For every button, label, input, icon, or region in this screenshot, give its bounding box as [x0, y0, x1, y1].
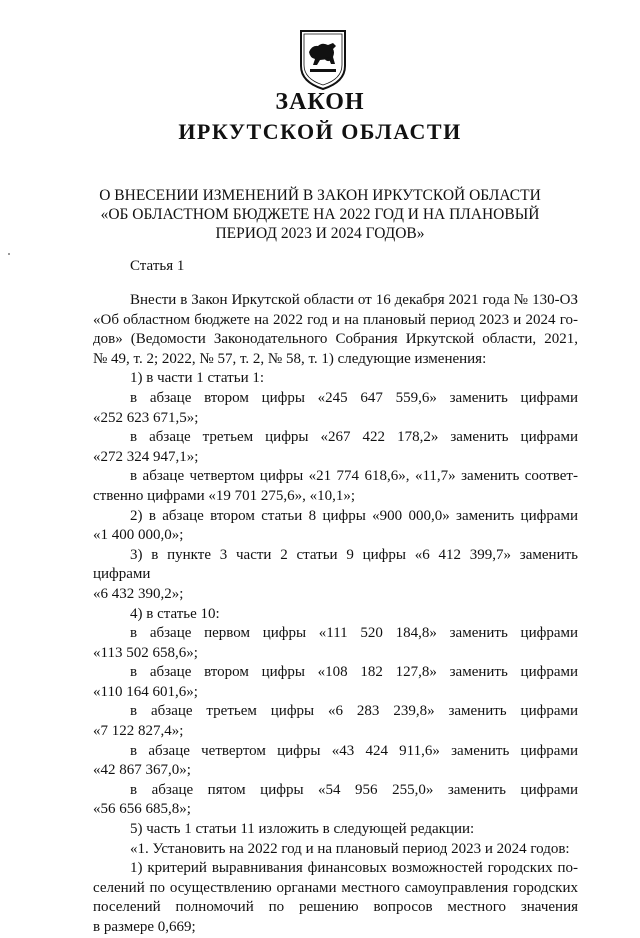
- list-item: 4) в статье 10:: [130, 605, 220, 622]
- list-item: в абзаце втором цифры «108 182 127,8» заменить цифрами: [130, 664, 578, 681]
- quoted-line: селений по осуществлению органами местного самоуправления городских: [93, 879, 578, 896]
- paragraph-line: Внести в Закон Иркутской области от 16 декабря 2021 года № 130-ОЗ: [130, 292, 578, 308]
- list-item: «272 324 947,1»;: [93, 448, 199, 465]
- subtitle-line: «ОБ ОБЛАСТНОМ БЮДЖЕТЕ НА 2022 ГОД И НА ПЛАНОВЫЙ: [100, 206, 540, 223]
- quoted-line: в размере 0,669;: [93, 919, 196, 935]
- list-item: в абзаце третьем цифры «6 283 239,8» заменить цифрами: [130, 703, 578, 720]
- paragraph-line: «Об областном бюджете на 2022 год и на плановый период 2023 и 2024 го-: [93, 311, 578, 328]
- article-heading: Статья 1: [130, 258, 185, 274]
- list-item: 2) в абзаце втором статьи 8 цифры «900 000,0» заменить цифрами: [130, 507, 578, 524]
- list-item: в абзаце четвертом цифры «21 774 618,6», «11,7» заменить соответ-: [130, 468, 578, 485]
- list-item: «6 432 390,2»;: [93, 585, 184, 602]
- list-item: ственно цифрами «19 701 275,6», «10,1»;: [93, 487, 356, 504]
- law-title: ЗАКОН: [275, 89, 365, 115]
- quoted-line: поселений полномочий по решению вопросов местного значения: [93, 899, 578, 916]
- coat-of-arms-icon: [300, 30, 346, 90]
- list-item: «252 623 671,5»;: [93, 409, 199, 426]
- list-item: в абзаце пятом цифры «54 956 255,0» заменить цифрами: [130, 781, 578, 798]
- list-item: «1 400 000,0»;: [93, 527, 184, 544]
- quoted-line: 1) критерий выравнивания финансовых возможностей городских по-: [130, 860, 578, 877]
- list-item: «56 656 685,8»;: [93, 801, 191, 818]
- list-item: «113 502 658,6»;: [93, 644, 198, 661]
- list-item: 1) в части 1 статьи 1:: [130, 370, 265, 387]
- paragraph-line: дов» (Ведомости Законодательного Собрания Иркутской области, 2021,: [93, 331, 578, 348]
- list-item: в абзаце первом цифры «111 520 184,8» заменить цифрами: [130, 625, 578, 642]
- list-item: 5) часть 1 статьи 11 изложить в следующей редакции:: [130, 821, 475, 838]
- list-item: 3) в пункте 3 части 2 статьи 9 цифры «6 412 399,7» заменить цифрами: [93, 546, 578, 583]
- quoted-line: «1. Установить на 2022 год и на плановый период 2023 и 2024 годов:: [130, 840, 570, 857]
- law-body: [93, 291, 578, 938]
- list-item: в абзаце втором цифры «245 647 559,6» заменить цифрами: [130, 389, 578, 406]
- list-item: «42 867 367,0»;: [93, 762, 191, 779]
- list-item: в абзаце четвертом цифры «43 424 911,6» заменить цифрами: [130, 742, 578, 759]
- list-item: «110 164 601,6»;: [93, 683, 198, 700]
- list-item: «7 122 827,4»;: [93, 723, 184, 740]
- list-item: в абзаце третьем цифры «267 422 178,2» заменить цифрами: [130, 429, 578, 446]
- region-title: ИРКУТСКОЙ ОБЛАСТИ: [178, 119, 462, 144]
- subtitle-line: ПЕРИОД 2023 И 2024 ГОДОВ»: [215, 225, 425, 242]
- subtitle-line: О ВНЕСЕНИИ ИЗМЕНЕНИЙ В ЗАКОН ИРКУТСКОЙ ОБЛАСТИ: [99, 187, 541, 204]
- paragraph-line: № 49, т. 2; 2022, № 57, т. 2, № 58, т. 1) следующие изменения:: [93, 350, 487, 367]
- law-subtitle: [60, 186, 580, 243]
- scan-speck: [8, 253, 10, 255]
